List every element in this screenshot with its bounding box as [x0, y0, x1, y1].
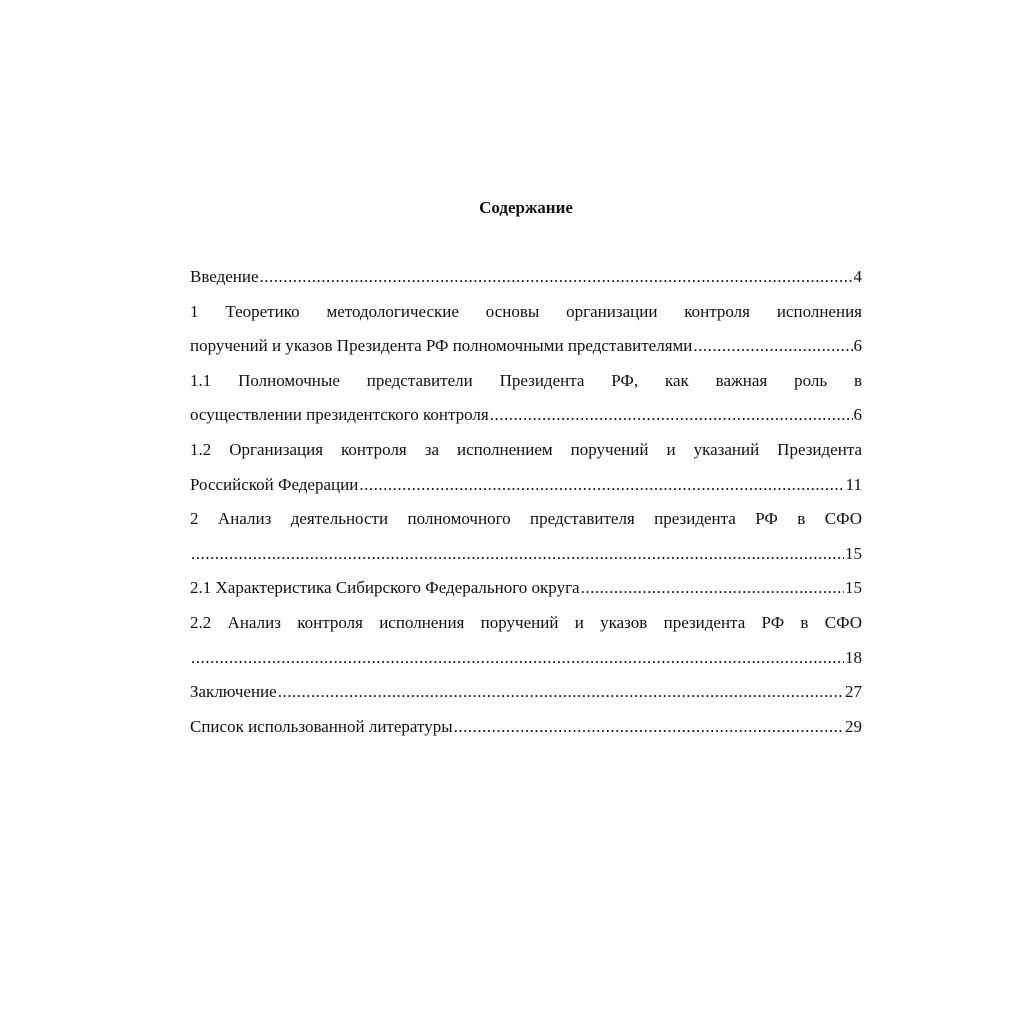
toc-page-number: 29	[845, 716, 862, 736]
toc-entry-bibliography	[190, 713, 862, 748]
toc-entry-1-1-line-1: 1.1 Полномочные представители Президента РФ, как важная роль в	[190, 370, 862, 390]
toc-entry-1-line-2	[190, 332, 862, 367]
toc-entry-2-2-line-1: 2.2 Анализ контроля исполнения поручений и указов президента РФ в СФО	[190, 612, 862, 632]
toc-page-number: 6	[853, 336, 862, 356]
table-of-contents	[190, 263, 862, 747]
toc-page-number: 15	[845, 543, 862, 563]
toc-title: Содержание	[479, 198, 573, 217]
dot-leader	[693, 332, 852, 360]
toc-page-number: 27	[845, 682, 862, 702]
dot-leader	[191, 540, 844, 568]
toc-entry-1-1-line-2	[190, 401, 862, 436]
dot-leader	[581, 574, 844, 602]
toc-entry-text: Список использованной литературы	[190, 716, 453, 736]
toc-entry-2-1	[190, 574, 862, 609]
toc-entry-text: Заключение	[190, 682, 277, 702]
toc-page-number: 11	[845, 474, 862, 494]
toc-page-number: 4	[853, 267, 862, 286]
toc-entry-1-line-1: 1 Теоретико методологические основы организации контроля исполнения	[190, 301, 862, 321]
toc-entry-1-2-line-1: 1.2 Организация контроля за исполнением поручений и указаний Президента	[190, 439, 862, 459]
toc-entry-2-line-1: 2 Анализ деятельности полномочного представителя президента РФ в СФО	[190, 509, 862, 529]
dot-leader	[359, 471, 844, 499]
toc-entry-text: 2.1 Характеристика Сибирского Федерального округа	[190, 578, 580, 598]
toc-entry-2-2-line-2	[190, 644, 862, 679]
toc-entry-introduction	[190, 263, 862, 298]
toc-entry-text: Российской Федерации	[190, 474, 359, 494]
dot-leader	[260, 263, 853, 291]
toc-entry-text: Введение	[190, 267, 259, 286]
dot-leader	[490, 401, 853, 429]
toc-page-number: 15	[845, 578, 862, 598]
toc-entry-conclusion	[190, 678, 862, 713]
toc-page-number: 6	[853, 405, 862, 425]
toc-entry-1-2-line-2	[190, 471, 862, 506]
toc-entry-2-line-2	[190, 540, 862, 575]
dot-leader	[454, 713, 844, 741]
dot-leader	[191, 644, 844, 672]
dot-leader	[278, 678, 844, 706]
toc-entry-text: осуществлении президентского контроля	[190, 405, 489, 425]
toc-entry-text: поручений и указов Президента РФ полномочными представителями	[190, 336, 693, 356]
toc-page-number: 18	[845, 647, 862, 667]
